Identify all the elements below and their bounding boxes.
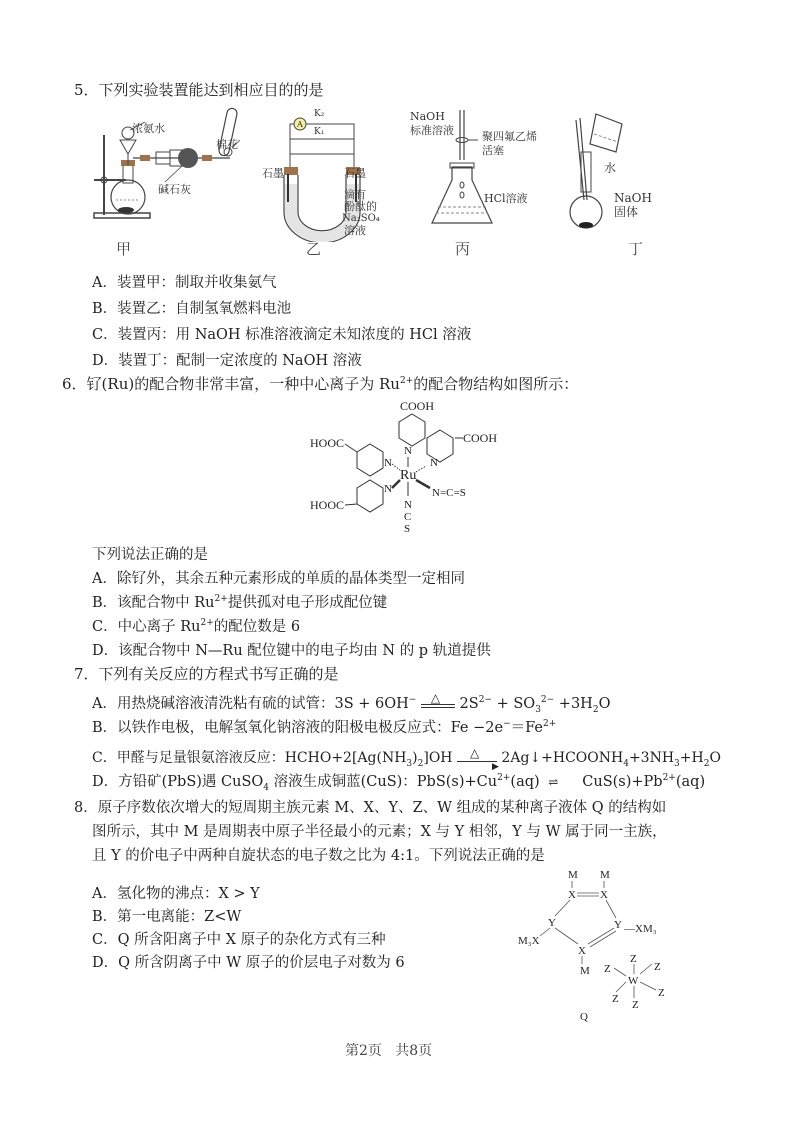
svg-text:N: N bbox=[384, 483, 392, 495]
q7-option-d[interactable] bbox=[92, 772, 705, 792]
q8-option-d[interactable]: D．Q 所含阴离子中 W 原子的价层电子对数为 6 bbox=[92, 955, 405, 971]
q7-c-rest5: +H bbox=[679, 750, 704, 766]
label-xm3: —XM₃ bbox=[624, 923, 657, 935]
apparatus-caption-bing: 丙 bbox=[455, 240, 471, 258]
label-x-1: X bbox=[568, 889, 576, 901]
question-7-stem: 7．下列有关反应的方程式书写正确的是 bbox=[74, 665, 339, 683]
label-naoh-solid-1: NaOH bbox=[614, 191, 652, 205]
q6-option-c-post: 的配位数是 6 bbox=[213, 619, 301, 635]
q7-c-arrow: △ ▶ bbox=[457, 755, 497, 762]
q7-a-rest4: O bbox=[598, 696, 611, 712]
label-q-caption: Q bbox=[580, 1011, 588, 1023]
label-z-4: Z bbox=[612, 993, 619, 1005]
apparatus-caption-yi: 乙 bbox=[306, 240, 322, 258]
q7-a-sub3: 3 bbox=[535, 704, 541, 715]
svg-text:N: N bbox=[404, 445, 412, 457]
svg-text:N: N bbox=[430, 457, 438, 469]
q7-a-rest3: +3H bbox=[554, 696, 593, 712]
label-ru: Ru bbox=[400, 468, 417, 483]
q5-option-d[interactable]: D．装置丁：配制一定浓度的 NaOH 溶液 bbox=[92, 353, 362, 369]
q7-d-sup1: 2+ bbox=[497, 773, 511, 784]
q7-d-sub1: 4 bbox=[263, 782, 270, 793]
q6-option-d[interactable] bbox=[92, 641, 491, 661]
question-8-stem-line-1: 8．原子序数依次增大的短周期主族元素 M、X、Y、Z、W 组成的某种离子液体 Q 的结构如 bbox=[74, 800, 667, 816]
q7-d-sup2: 2+ bbox=[662, 773, 676, 784]
label-ptfe: 聚四氟乙烯 bbox=[482, 130, 537, 143]
q7-c-rest2: ]OH bbox=[423, 750, 453, 766]
label-w: W bbox=[628, 975, 639, 987]
label-y-1: Y bbox=[548, 917, 556, 929]
q7-option-c[interactable] bbox=[92, 746, 721, 772]
q7-a-rest: 2S bbox=[454, 696, 479, 712]
q7-a-sup2: 2− bbox=[478, 695, 492, 706]
q7-d-text: D．方铅矿(PbS)遇 CuSO bbox=[92, 774, 264, 790]
q6-option-a-text: A．除钌外，其余五种元素形成的单质的晶体类型一定相同 bbox=[92, 571, 465, 587]
label-hooc-left-bottom: HOOC bbox=[310, 498, 345, 512]
label-na2so4: Na₂SO₄ bbox=[342, 213, 380, 224]
question-8-stem-line-2: 图所示，其中 M 是周期表中原子半径最小的元素；X 与 Y 相邻，Y 与 W 属于同一主族， bbox=[92, 824, 667, 840]
label-naoh: NaOH bbox=[410, 110, 445, 123]
q7-c-rest6: O bbox=[709, 750, 721, 766]
label-phenol-2: 酚酞的 bbox=[344, 200, 377, 213]
q5-option-a[interactable]: A．装置甲：制取并收集氨气 bbox=[92, 275, 277, 291]
q7-c-sub4: 3 bbox=[674, 758, 680, 769]
q6-option-a[interactable] bbox=[92, 569, 465, 589]
q6-option-c-text: C．中心离子 Ru bbox=[92, 619, 201, 635]
label-standard-solution: 标准溶液 bbox=[410, 124, 454, 137]
label-x-3: X bbox=[578, 945, 586, 957]
q8-option-b[interactable]: B．第一电离能：Z<W bbox=[92, 909, 242, 925]
label-k1: K₁ bbox=[314, 127, 325, 137]
q6-option-b-post: 提供孤对电子形成配位键 bbox=[227, 595, 388, 611]
q7-a-arrow bbox=[421, 691, 455, 708]
q7-a-sub4: 2 bbox=[592, 704, 599, 715]
label-stopcock: 活塞 bbox=[482, 144, 504, 157]
q7-c-rest4: +3NH bbox=[628, 750, 675, 766]
label-m-1: M bbox=[568, 869, 578, 881]
q7-d-rest4: (aq) bbox=[675, 774, 706, 790]
q7-d-rest2: (aq) bbox=[510, 774, 540, 790]
q7-d-rest: 溶液生成铜蓝(CuS)：PbS(s)+Cu bbox=[269, 774, 498, 790]
ionic-liquid-q-structure bbox=[500, 860, 710, 1025]
q6-stem-text-post: 的配合物结构如图所示： bbox=[413, 375, 579, 393]
equilibrium-arrow-icon: ⇌ bbox=[548, 775, 559, 789]
q6-option-b-text: B．该配合物中 Ru bbox=[92, 595, 215, 611]
apparatus-caption-jia: 甲 bbox=[116, 240, 132, 258]
label-z-6: Z bbox=[632, 999, 639, 1011]
svg-text:A: A bbox=[297, 120, 303, 129]
q6-option-d-text: D．该配合物中 N—Ru 配位键中的电子均由 N 的 p 轨道提供 bbox=[92, 643, 491, 659]
q7-a-sup3: 2− bbox=[540, 695, 555, 706]
label-hcl-solution: HCl溶液 bbox=[484, 192, 528, 205]
q7-c-sub3: 4 bbox=[623, 758, 629, 769]
label-z-1: Z bbox=[630, 953, 637, 965]
q7-b-sup2: 2+ bbox=[542, 719, 557, 730]
q6-option-b[interactable] bbox=[92, 593, 387, 613]
label-ncs-s: S bbox=[404, 523, 411, 532]
label-solution: 溶液 bbox=[344, 224, 366, 237]
q7-a-sup1: − bbox=[408, 695, 417, 706]
label-soda-lime: 碱石灰 bbox=[158, 183, 191, 196]
label-y-2: Y bbox=[614, 919, 622, 931]
q7-c-sub2: 2 bbox=[417, 758, 424, 769]
label-x-2: X bbox=[600, 889, 608, 901]
q7-c-sub5: 2 bbox=[703, 758, 710, 769]
q7-a-text: A．用热烧碱溶液清洗粘有硫的试管：3S + 6OH bbox=[92, 696, 409, 712]
q6-option-c[interactable] bbox=[92, 617, 300, 637]
q7-c-rest: ) bbox=[412, 750, 418, 766]
q6-stem-sup: 2+ bbox=[399, 376, 414, 386]
label-z-2: Z bbox=[604, 963, 611, 975]
label-m-3: M bbox=[580, 965, 590, 977]
label-z-5: Z bbox=[658, 987, 665, 999]
q8-option-c[interactable]: C．Q 所含阳离子中 X 原子的杂化方式有三种 bbox=[92, 932, 386, 948]
q5-option-c[interactable]: C．装置丙：用 NaOH 标准溶液滴定未知浓度的 HCl 溶液 bbox=[92, 327, 472, 343]
q6-option-b-sup: 2+ bbox=[214, 594, 228, 605]
q6-stem-text: 6．钌(Ru)的配合物非常丰富，一种中心离子为 Ru bbox=[62, 375, 400, 393]
label-hooc-left-top: HOOC bbox=[310, 436, 345, 450]
label-ncs-right: N=C=S bbox=[432, 487, 466, 499]
q7-b-rest: ＝Fe bbox=[510, 720, 543, 736]
q8-option-a[interactable]: A．氢化物的沸点：X > Y bbox=[92, 886, 260, 902]
label-m3x: M₃X bbox=[518, 935, 540, 947]
apparatus-caption-ding: 丁 bbox=[628, 240, 644, 258]
label-k2: K₂ bbox=[314, 109, 325, 119]
question-8-stem-line-3: 且 Y 的价电子中两种自旋状态的电子数之比为 4:1。下列说法正确的是 bbox=[92, 848, 545, 864]
q6-prompt: 下列说法正确的是 bbox=[92, 547, 208, 563]
question-6-stem bbox=[62, 374, 578, 394]
q7-b-sup1: − bbox=[503, 719, 511, 730]
label-m-2: M bbox=[600, 869, 610, 881]
q5-option-b[interactable]: B．装置乙：自制氢氧燃料电池 bbox=[92, 301, 292, 317]
label-ncs-n: N bbox=[404, 499, 412, 511]
q7-d-rest3: CuS(s)+Pb bbox=[582, 774, 663, 790]
label-graphite-right: 石墨 bbox=[344, 167, 366, 180]
q7-option-b[interactable] bbox=[92, 718, 556, 738]
heat-triangle-icon: △ bbox=[469, 746, 480, 760]
q7-b-text: B．以铁作电极，电解氢氧化钠溶液的阳极电极反应式：Fe −2e bbox=[92, 720, 504, 736]
label-graphite-left: 石墨 bbox=[262, 167, 284, 180]
q7-c-text: C．甲醛与足量银氨溶液反应：HCHO+2[Ag(NH bbox=[92, 750, 407, 766]
label-cooh-right: COOH bbox=[463, 431, 498, 445]
label-cooh-top: COOH bbox=[400, 399, 435, 413]
page-footer: 第2页 共8页 bbox=[345, 1043, 433, 1059]
q6-option-c-sup: 2+ bbox=[200, 618, 214, 629]
apparatus-jia-diagram bbox=[90, 100, 260, 230]
label-conc-ammonia: 浓氨水 bbox=[132, 122, 165, 135]
label-z-3: Z bbox=[654, 961, 661, 973]
label-ncs-c: C bbox=[404, 511, 412, 523]
svg-text:N: N bbox=[384, 457, 392, 469]
q7-a-rest2: + SO bbox=[491, 696, 536, 712]
label-naoh-solid-2: 固体 bbox=[614, 205, 639, 219]
label-phenol-1: 滴有 bbox=[344, 188, 366, 201]
q7-c-sub1: 3 bbox=[406, 758, 413, 769]
q7-option-a[interactable] bbox=[92, 691, 611, 715]
heat-triangle-icon: △ bbox=[430, 691, 441, 705]
label-cotton: 棉花 bbox=[216, 138, 238, 151]
q7-c-rest3: 2Ag↓+HCOONH bbox=[501, 750, 624, 766]
label-water: 水 bbox=[604, 161, 617, 175]
question-5-stem: 5．下列实验装置能达到相应目的的是 bbox=[74, 81, 324, 99]
ruthenium-complex-structure bbox=[300, 392, 530, 532]
